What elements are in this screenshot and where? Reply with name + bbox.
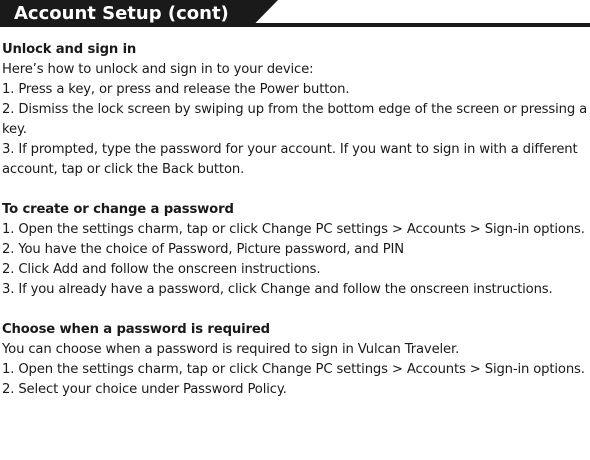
section-heading: Unlock and sign in [2,42,137,57]
section-heading: To create or change a password [2,202,234,217]
section-line: 1. Press a key, or press and release the Power button. [2,82,350,97]
page-title: Account Setup (cont) [14,3,229,24]
section-line: 2. You have the choice of Password, Picture password, and PIN [2,242,404,257]
section-line: 2. Select your choice under Password Policy. [2,382,287,397]
section-heading: Choose when a password is required [2,322,270,337]
section-line: 2. Dismiss the lock screen by swiping up from the bottom edge of the screen or pressing a key. [2,102,588,137]
section-line: 1. Open the settings charm, tap or click Change PC settings > Accounts > Sign-in options. [2,222,585,237]
section-line: You can choose when a password is required to sign in Vulcan Traveler. [2,342,460,357]
section-line: 3. If you already have a password, click Change and follow the onscreen instructions. [2,282,553,297]
section-line: Here’s how to unlock and sign in to your device: [2,62,314,77]
section-line: 3. If prompted, type the password for your account. If you want to sign in with a different account, tap or click the Back button. [2,142,578,177]
section-unlock-sign-in [2,40,588,180]
section-create-change-password [2,200,588,300]
section-password-required [2,320,588,400]
document-body [2,40,588,400]
section-line: 2. Click Add and follow the onscreen instructions. [2,262,321,277]
section-line: 1. Open the settings charm, tap or click Change PC settings > Accounts > Sign-in options. [2,362,585,377]
page-header [0,0,590,30]
